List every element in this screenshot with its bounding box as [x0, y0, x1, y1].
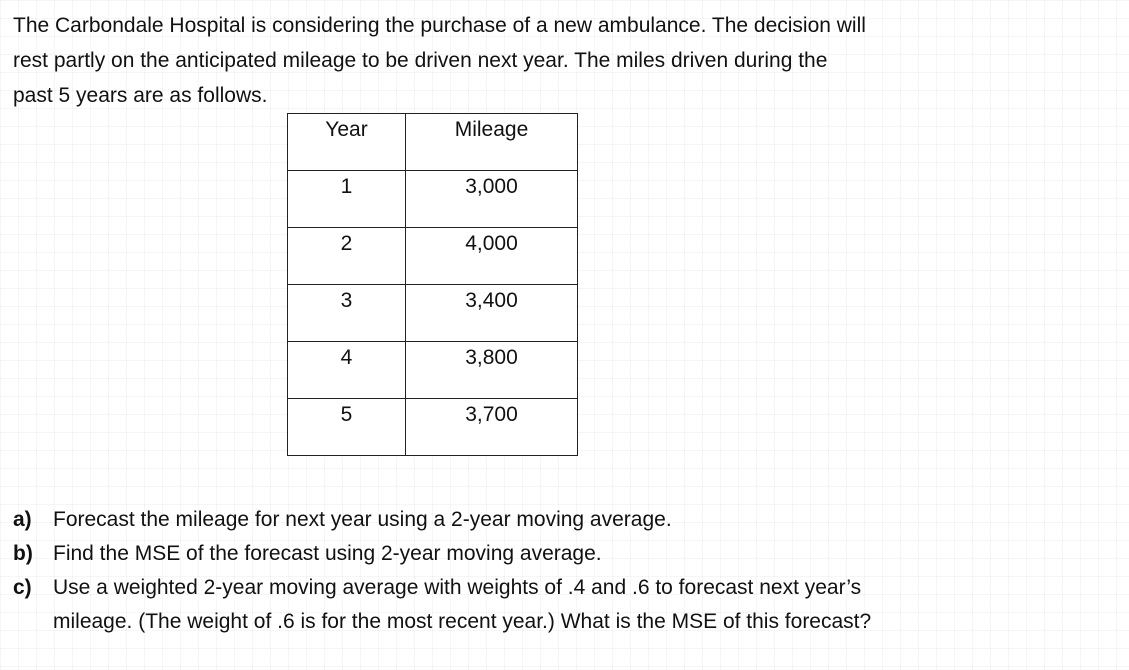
intro-line: The Carbondale Hospital is considering the purchase of a new ambulance. The decision will [13, 14, 866, 37]
table-row [288, 228, 578, 285]
table-header-row [288, 114, 578, 171]
table-row [288, 342, 578, 399]
table-row [288, 399, 578, 456]
year-cell: 2 [288, 228, 406, 285]
question-list [13, 503, 1113, 639]
year-cell: 4 [288, 342, 406, 399]
mileage-cell: 3,700 [406, 399, 578, 456]
question-line: Find the MSE of the forecast using 2-year moving average. [53, 542, 602, 565]
mileage-header: Mileage [406, 114, 578, 171]
problem-intro [13, 8, 1013, 113]
year-cell: 3 [288, 285, 406, 342]
question-c [13, 571, 1113, 639]
question-line: Forecast the mileage for next year using a 2-year moving average. [53, 508, 672, 531]
mileage-cell: 3,800 [406, 342, 578, 399]
mileage-cell: 4,000 [406, 228, 578, 285]
question-text [53, 571, 1113, 639]
year-cell: 5 [288, 399, 406, 456]
question-letter: a) [13, 508, 32, 531]
question-b [13, 537, 1113, 571]
question-line: mileage. (The weight of .6 is for the most recent year.) What is the MSE of this forecast? [53, 610, 872, 633]
question-letter: b) [13, 542, 33, 565]
question-letter: c) [13, 576, 32, 599]
year-cell: 1 [288, 171, 406, 228]
mileage-table [287, 113, 578, 456]
table-row [288, 171, 578, 228]
question-text [53, 503, 1113, 537]
intro-line: past 5 years are as follows. [13, 84, 268, 107]
year-header: Year [288, 114, 406, 171]
question-text [53, 537, 1113, 571]
table-row [288, 285, 578, 342]
intro-line: rest partly on the anticipated mileage to be driven next year. The miles driven during the [13, 49, 828, 72]
question-a [13, 503, 1113, 537]
question-line: Use a weighted 2-year moving average with weights of .4 and .6 to forecast next year’s [53, 576, 862, 599]
mileage-cell: 3,400 [406, 285, 578, 342]
mileage-cell: 3,000 [406, 171, 578, 228]
